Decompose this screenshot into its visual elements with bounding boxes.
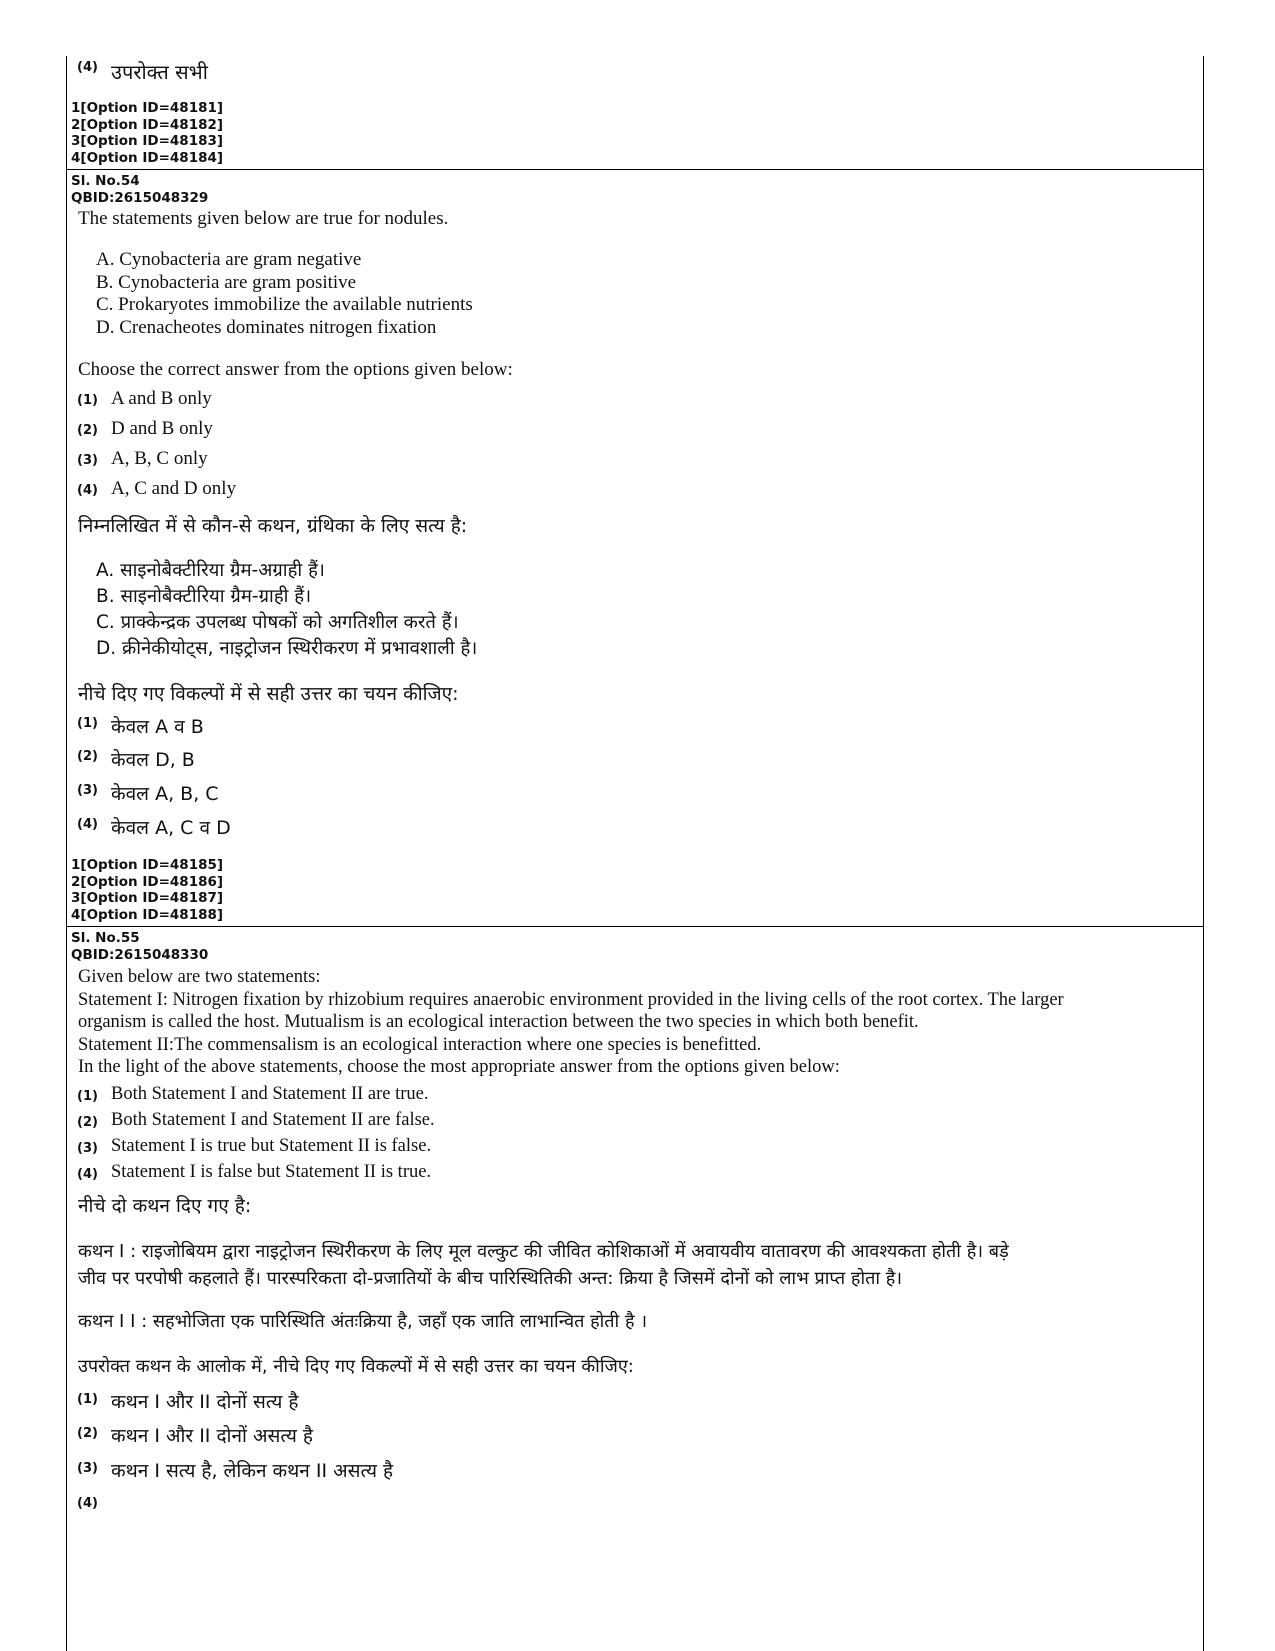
serial-number: Sl. No.54: [71, 173, 140, 189]
statement: A. साइनोबैक्टीरिया ग्रैम-अग्राही हैं।: [96, 560, 325, 581]
option-number: (3): [77, 783, 98, 798]
option-number: (2): [77, 749, 98, 764]
stem-line: organism is called the host. Mutualism is an ecological interaction between the two species in which both benefit.: [78, 1012, 919, 1032]
question-header: [71, 173, 208, 206]
statement-line: कथन I : राइजोबियम द्वारा नाइट्रोजन स्थिरीकरण के लिए मूल वल्कुट की जीवित कोशिकाओं में अवायवीय वातावरण की आवश्यकता होती है। बड़े: [78, 1241, 1009, 1262]
option-number: (2): [77, 423, 98, 438]
qbid: QBID:2615048329: [71, 189, 209, 206]
option-number: (1): [77, 393, 98, 408]
option-text: कथन I और II दोनों असत्य है: [111, 1425, 313, 1447]
option-id: 1[Option ID=48185]: [71, 857, 224, 873]
statement-2-hindi: कथन I I : सहभोजिता एक पारिस्थिति अंतःक्रिया है, जहाँ एक जाति लाभान्वित होती है ।: [78, 1311, 648, 1332]
stem-line: Given below are two statements:: [78, 967, 321, 987]
statement: D. Crenacheotes dominates nitrogen fixation: [96, 316, 437, 338]
option-ids: [71, 857, 223, 923]
statement: C. Prokaryotes immobilize the available nutrients: [96, 294, 473, 315]
option-number: (1): [77, 1089, 98, 1104]
option-number: (1): [77, 716, 98, 731]
question-stem-hindi: निम्नलिखित में से कौन-से कथन, ग्रंथिका के लिए सत्य है:: [78, 515, 468, 537]
option-text: कथन I सत्य है, लेकिन कथन II असत्य है: [111, 1460, 394, 1482]
option-text: A and B only: [111, 388, 212, 409]
option-number: (4): [77, 1496, 98, 1511]
question-header: [71, 930, 208, 963]
option-number: (3): [77, 1461, 98, 1476]
option-text: Both Statement I and Statement II are true.: [111, 1084, 429, 1104]
statement: D. क्रीनेकीयोट्स, नाइट्रोजन स्थिरीकरण में प्रभावशाली है।: [96, 638, 478, 659]
option-text: केवल A व B: [111, 716, 204, 738]
question-divider: [66, 169, 1204, 170]
statement-line: जीव पर परपोषी कहलाते हैं। पारस्परिकता दो-प्रजातियों के बीच पारिस्थितिकी अन्त: क्रिया है जिसमें दोनों को लाभ प्राप्त होता है।: [78, 1268, 903, 1289]
option-number: (4): [77, 817, 98, 832]
option-id: 4[Option ID=48184]: [71, 149, 224, 166]
answer-prompt: Choose the correct answer from the options given below:: [78, 359, 513, 380]
option-number: (4): [77, 60, 98, 75]
intro-hindi: नीचे दो कथन दिए गए है:: [78, 1195, 252, 1217]
option-number: (3): [77, 1141, 98, 1156]
option-number: (1): [77, 1392, 98, 1407]
option-number: (2): [77, 1115, 98, 1130]
option-id: 2[Option ID=48182]: [71, 116, 224, 133]
statement-1-hindi: [78, 1238, 1009, 1292]
option-text: केवल A, C व D: [111, 817, 231, 839]
question-divider: [66, 926, 1204, 927]
statement-list: [96, 249, 473, 339]
statement: B. Cynobacteria are gram positive: [96, 271, 357, 293]
statement: C. प्राक्केन्द्रक उपलब्ध पोषकों को अगतिशील करते हैं।: [96, 612, 459, 633]
serial-number: Sl. No.55: [71, 930, 140, 946]
stem-line: In the light of the above statements, choose the most appropriate answer from the options given below:: [78, 1057, 840, 1077]
option-text: Statement I is false but Statement II is true.: [111, 1162, 432, 1182]
question-stem: [78, 966, 1064, 1079]
option-text: D and B only: [111, 418, 213, 439]
option-id: 4[Option ID=48188]: [71, 906, 224, 923]
statement: A. Cynobacteria are gram negative: [96, 249, 362, 270]
option-text: A, B, C only: [111, 448, 208, 469]
option-number: (2): [77, 1426, 98, 1441]
statement: B. साइनोबैक्टीरिया ग्रैम-ग्राही हैं।: [96, 586, 312, 607]
question-stem: The statements given below are true for nodules.: [78, 208, 449, 229]
stem-line: Statement II:The commensalism is an ecological interaction where one species is benefitted.: [78, 1034, 762, 1055]
option-text: Both Statement I and Statement II are false.: [111, 1110, 435, 1130]
option-text: उपरोक्त सभी: [111, 60, 208, 84]
option-text: केवल D, B: [111, 749, 195, 771]
option-number: (4): [77, 1167, 98, 1182]
option-id: 1[Option ID=48181]: [71, 100, 224, 116]
option-text: कथन I और II दोनों सत्य है: [111, 1391, 299, 1413]
option-number: (4): [77, 483, 98, 498]
option-number: (3): [77, 453, 98, 468]
option-text: Statement I is true but Statement II is false.: [111, 1136, 432, 1156]
statement-list-hindi: [96, 558, 477, 662]
qbid: QBID:2615048330: [71, 946, 209, 963]
option-ids: [71, 100, 223, 166]
option-text: A, C and D only: [111, 478, 237, 499]
option-id: 3[Option ID=48183]: [71, 133, 224, 149]
answer-prompt-hindi: नीचे दिए गए विकल्पों में से सही उत्तर का चयन कीजिए:: [78, 683, 459, 705]
option-id: 2[Option ID=48186]: [71, 873, 224, 890]
stem-line: Statement I: Nitrogen fixation by rhizobium requires anaerobic environment provided in the living cells of the root cortex. The larger: [78, 989, 1064, 1010]
option-id: 3[Option ID=48187]: [71, 890, 224, 906]
answer-prompt-hindi: उपरोक्त कथन के आलोक में, नीचे दिए गए विकल्पों में से सही उत्तर का चयन कीजिए:: [78, 1356, 634, 1377]
option-text: केवल A, B, C: [111, 783, 219, 805]
